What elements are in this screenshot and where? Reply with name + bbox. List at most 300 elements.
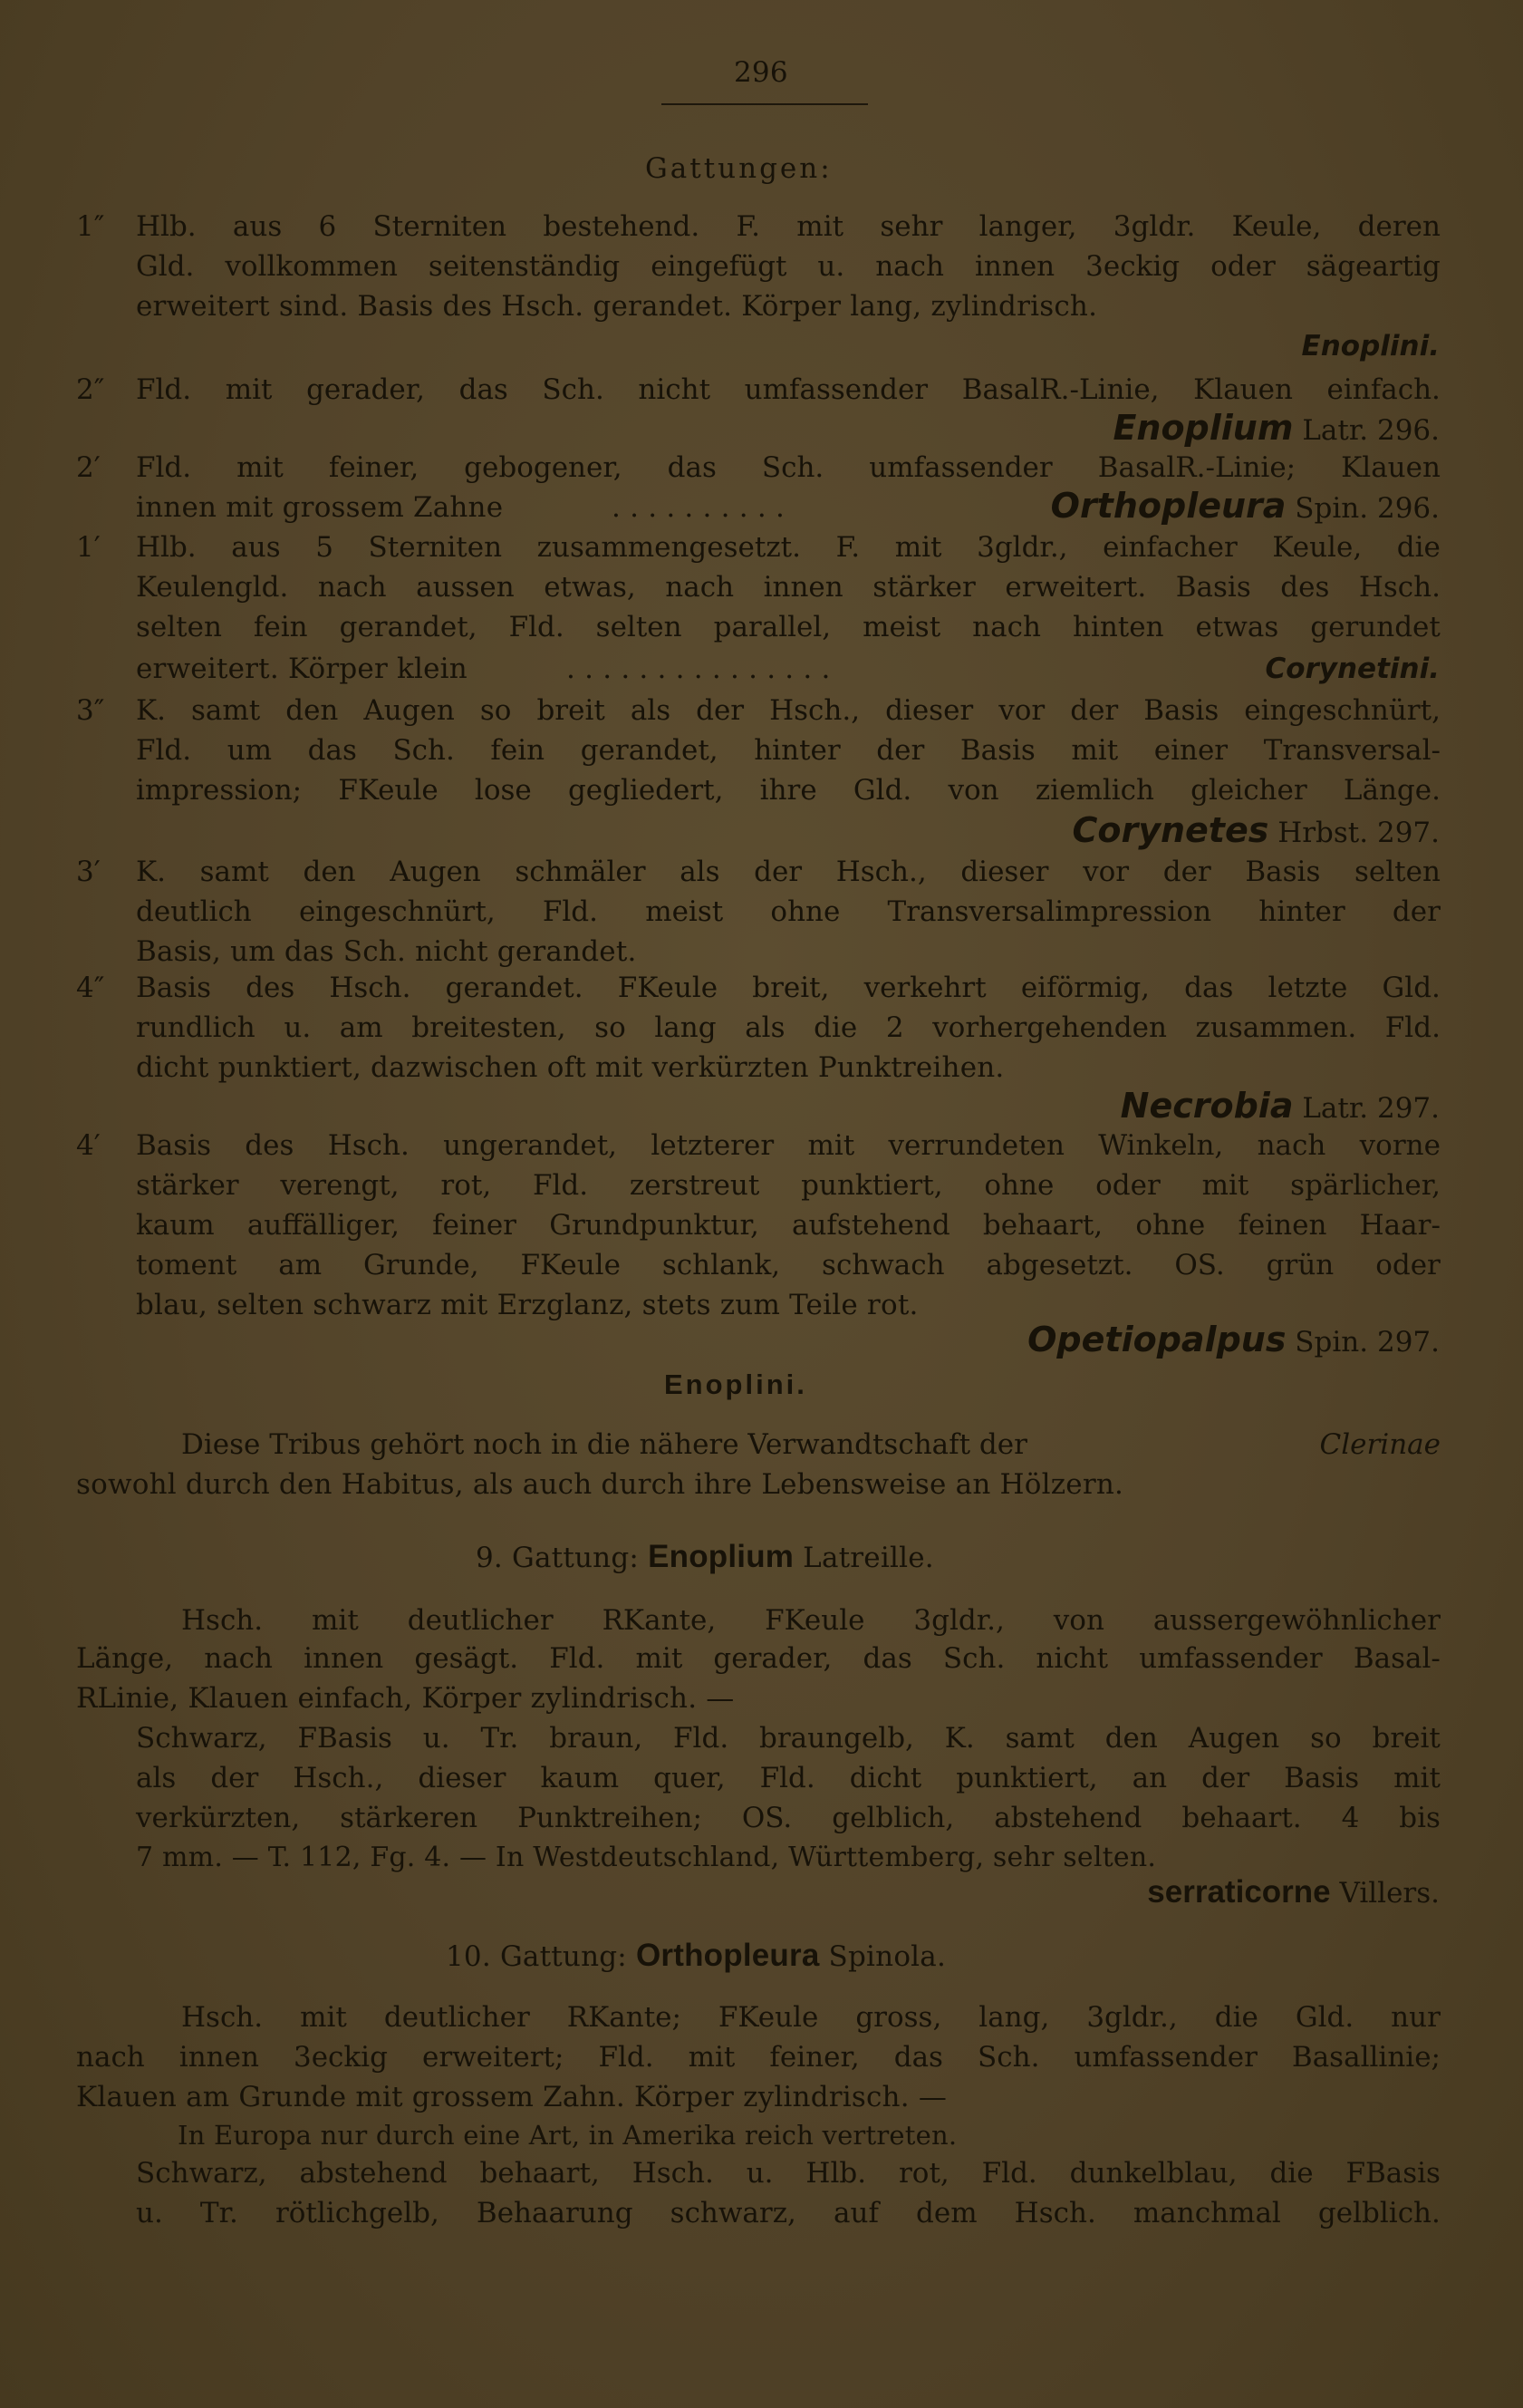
word: deutlicher bbox=[407, 1604, 554, 1637]
word: dieser bbox=[960, 856, 1049, 888]
word: gelblich, bbox=[832, 1802, 955, 1834]
key-number: 4′ bbox=[76, 1129, 101, 1162]
word: gelblich. bbox=[1317, 2197, 1441, 2229]
word: das bbox=[307, 734, 357, 767]
word: aufstehend bbox=[791, 1209, 950, 1242]
key-result-tribe: Corynetini. bbox=[1265, 653, 1440, 685]
key-result-genus bbox=[1027, 1320, 1440, 1362]
word: dieser bbox=[418, 1762, 506, 1794]
word: Fld. bbox=[549, 1642, 605, 1675]
word: Hsch. bbox=[1358, 571, 1441, 604]
word: gerader, bbox=[713, 1642, 833, 1675]
word: behaart. bbox=[1181, 1802, 1302, 1834]
word: selten bbox=[595, 611, 682, 643]
word: u. bbox=[817, 250, 845, 283]
word: 4 bbox=[1341, 1802, 1360, 1834]
word: oder bbox=[1210, 250, 1276, 283]
tribe-title: Enoplini. bbox=[664, 1368, 807, 1400]
word: gleicher bbox=[1190, 774, 1307, 807]
word: nach bbox=[1257, 1129, 1326, 1162]
key-line bbox=[136, 1247, 1441, 1283]
genus-author: Latr. 297. bbox=[1293, 1092, 1440, 1125]
word: Augen bbox=[390, 856, 481, 888]
genus-name: Orthopleura bbox=[1050, 486, 1287, 526]
word: aus bbox=[232, 210, 283, 243]
word: aussen bbox=[416, 571, 515, 604]
genus-name: Enoplium bbox=[1113, 408, 1294, 448]
species-desc-line bbox=[136, 1720, 1441, 1756]
word: umfassender bbox=[744, 373, 929, 406]
key-number: 1″ bbox=[76, 210, 105, 243]
word: innen bbox=[974, 250, 1055, 283]
word: Basis bbox=[136, 1129, 211, 1162]
word: erweitert; bbox=[421, 2041, 564, 2074]
word: Fld. bbox=[136, 451, 192, 484]
word: RKante, bbox=[602, 1604, 717, 1637]
word: breitesten, bbox=[411, 1011, 566, 1044]
word: 3gldr., bbox=[977, 531, 1068, 564]
word: 2 bbox=[885, 1011, 904, 1044]
key-result-genus bbox=[1051, 486, 1440, 528]
word: nicht bbox=[1036, 1642, 1109, 1675]
key-result-genus bbox=[1072, 810, 1440, 853]
word: das bbox=[1184, 972, 1234, 1004]
word: der bbox=[210, 1762, 259, 1794]
word: zusammengesetzt. bbox=[536, 531, 801, 564]
word: Grunde, bbox=[363, 1249, 479, 1281]
word: Fld. bbox=[673, 1722, 729, 1755]
key-number: 4″ bbox=[76, 972, 105, 1004]
word: dicht bbox=[849, 1762, 922, 1794]
word: sehr bbox=[880, 210, 943, 243]
word: u. bbox=[746, 2157, 774, 2190]
word: letzterer bbox=[651, 1129, 775, 1162]
word: abgesetzt. bbox=[986, 1249, 1133, 1281]
genus-desc-line bbox=[181, 1602, 1441, 1639]
word: von bbox=[1053, 1604, 1104, 1637]
word: nach bbox=[875, 250, 944, 283]
genus-author: Hrbst. 297. bbox=[1268, 817, 1440, 849]
word: den bbox=[285, 694, 339, 727]
key-number: 2′ bbox=[76, 451, 101, 484]
word: kaum bbox=[136, 1209, 215, 1242]
word: verengt, bbox=[280, 1169, 400, 1202]
word: umfassender bbox=[1074, 2041, 1258, 2074]
word: u. bbox=[284, 1011, 312, 1044]
word: K. bbox=[136, 694, 167, 727]
word: mit bbox=[312, 1604, 359, 1637]
word: der bbox=[1162, 856, 1211, 888]
word: F. bbox=[736, 210, 761, 243]
word: 6 bbox=[318, 210, 337, 243]
genus-heading-author: Spinola. bbox=[819, 1940, 947, 1973]
word: feiner, bbox=[769, 2041, 860, 2074]
word: samt bbox=[191, 694, 261, 727]
word: Sch. bbox=[978, 2041, 1040, 2074]
genus-heading bbox=[446, 1938, 946, 1975]
word: Gld. bbox=[1382, 972, 1441, 1004]
species-name: serraticorne bbox=[1147, 1874, 1331, 1910]
word: innen bbox=[763, 571, 843, 604]
word: fein bbox=[490, 734, 545, 767]
word: OS. bbox=[1174, 1249, 1225, 1281]
word: abstehend bbox=[994, 1802, 1142, 1834]
word: selten bbox=[1354, 856, 1441, 888]
genus-name: Corynetes bbox=[1072, 810, 1269, 850]
word: deutlich bbox=[136, 895, 252, 928]
word: Länge. bbox=[1343, 774, 1441, 807]
word: sägeartig bbox=[1306, 250, 1441, 283]
word: dieser bbox=[885, 694, 974, 727]
word: das bbox=[667, 451, 717, 484]
word: etwas, bbox=[544, 571, 636, 604]
word: braungelb, bbox=[759, 1722, 914, 1755]
key-number: 3″ bbox=[76, 694, 105, 727]
word: Keule, bbox=[1272, 531, 1363, 564]
key-result-genus bbox=[1121, 1086, 1440, 1128]
word: BasalR.-Linie; bbox=[1097, 451, 1296, 484]
word: Länge, bbox=[76, 1642, 174, 1675]
key-dots: . . . . . . . . . . bbox=[612, 491, 786, 524]
word: so bbox=[1310, 1722, 1342, 1755]
word: gross, bbox=[855, 2001, 942, 2034]
genus-desc-line bbox=[181, 1999, 1441, 2036]
word: umfassender bbox=[1139, 1642, 1323, 1675]
word: feiner, bbox=[328, 451, 419, 484]
key-line bbox=[136, 208, 1441, 245]
key-line bbox=[136, 450, 1441, 486]
word: oder bbox=[1095, 1169, 1161, 1202]
word: gegliedert, bbox=[567, 774, 724, 807]
word: toment bbox=[136, 1249, 237, 1281]
word: am bbox=[278, 1249, 323, 1281]
word: als bbox=[136, 1762, 177, 1794]
word: von bbox=[948, 774, 999, 807]
word: Hsch. bbox=[327, 1129, 410, 1162]
word: Tr. bbox=[480, 1722, 519, 1755]
word: impression; bbox=[136, 774, 303, 807]
key-line bbox=[136, 1010, 1441, 1046]
key-line: dicht punktiert, dazwischen oft mit verkürzten Punktreihen. bbox=[136, 1051, 1005, 1084]
word: vorhergehenden bbox=[932, 1011, 1167, 1044]
word: schmäler bbox=[515, 856, 646, 888]
word: Fld. bbox=[136, 373, 192, 406]
key-line: Basis, um das Sch. nicht gerandet. bbox=[136, 935, 637, 968]
word: des bbox=[246, 972, 295, 1004]
word: Hlb. bbox=[805, 2157, 867, 2190]
word: rot, bbox=[898, 2157, 949, 2190]
word: grün bbox=[1266, 1249, 1335, 1281]
word: Keule, bbox=[1231, 210, 1322, 243]
species-desc-line bbox=[136, 2195, 1441, 2231]
word: breit, bbox=[752, 972, 830, 1004]
word: gerandet. bbox=[445, 972, 583, 1004]
word: den bbox=[1104, 1722, 1158, 1755]
genus-desc-line bbox=[76, 2039, 1441, 2075]
word: breit bbox=[536, 694, 605, 727]
word: lose bbox=[474, 774, 532, 807]
word: so bbox=[594, 1011, 626, 1044]
word: gerandet, bbox=[580, 734, 718, 767]
word: verrundeten bbox=[888, 1129, 1065, 1162]
key-line bbox=[136, 854, 1441, 890]
key-line bbox=[136, 732, 1441, 769]
word: 3gldr., bbox=[913, 1604, 1005, 1637]
key-line: erweitert sind. Basis des Hsch. gerandet. Körper lang, zylindrisch. bbox=[136, 290, 1098, 323]
word: Sch. bbox=[392, 734, 455, 767]
key-line: blau, selten schwarz mit Erzglanz, stets zum Teile rot. bbox=[136, 1289, 919, 1321]
word: Basis bbox=[1245, 856, 1321, 888]
key-line bbox=[136, 609, 1441, 645]
key-number: 2″ bbox=[76, 373, 105, 406]
key-result-genus bbox=[1113, 408, 1440, 450]
genus-name: Necrobia bbox=[1120, 1086, 1294, 1126]
word: 5 bbox=[315, 531, 333, 564]
word: zerstreut bbox=[629, 1169, 760, 1202]
word: Winkeln, bbox=[1098, 1129, 1224, 1162]
word: mit bbox=[807, 1129, 855, 1162]
word: eingeschnürt, bbox=[1244, 694, 1441, 727]
word: mit bbox=[635, 1642, 683, 1675]
word: stärker bbox=[136, 1169, 239, 1202]
word: aus bbox=[231, 531, 281, 564]
genus-desc-line bbox=[76, 1640, 1441, 1677]
word: ohne bbox=[984, 1169, 1055, 1202]
genus-author: Latr. 296. bbox=[1293, 414, 1440, 447]
word: Behaarung bbox=[476, 2197, 633, 2229]
key-line bbox=[136, 692, 1441, 729]
word: der bbox=[754, 856, 803, 888]
word: deutlicher bbox=[383, 2001, 530, 2034]
word: ohne bbox=[1135, 1209, 1206, 1242]
species-name-line bbox=[1147, 1872, 1440, 1913]
word: u. bbox=[422, 1722, 450, 1755]
word: des bbox=[245, 1129, 294, 1162]
species-desc-line: 7 mm. — T. 112, Fg. 4. — In Westdeutschland, Württemberg, sehr selten. bbox=[136, 1842, 1157, 1873]
word: nach bbox=[972, 611, 1041, 643]
word: F. bbox=[835, 531, 861, 564]
word: rot, bbox=[440, 1169, 492, 1202]
word: samt bbox=[199, 856, 269, 888]
word: der bbox=[1392, 895, 1441, 928]
word: Fld. bbox=[598, 2041, 654, 2074]
word: Basallinie; bbox=[1291, 2041, 1441, 2074]
word: mit bbox=[1201, 1169, 1249, 1202]
word: gerader, bbox=[306, 373, 426, 406]
word: als bbox=[630, 694, 671, 727]
word: nach bbox=[317, 571, 387, 604]
genus-author: Spin. 297. bbox=[1286, 1326, 1440, 1359]
word: Fld. bbox=[542, 895, 598, 928]
word: seitenständig bbox=[428, 250, 621, 283]
word: Basis bbox=[1284, 1762, 1360, 1794]
word: Hlb. bbox=[136, 531, 197, 564]
word: Punktreihen; bbox=[517, 1802, 702, 1834]
word: vor bbox=[998, 694, 1046, 727]
word: quer, bbox=[653, 1762, 726, 1794]
word: mit bbox=[1393, 1762, 1441, 1794]
word: punktiert, bbox=[801, 1169, 943, 1202]
word: stärker bbox=[872, 571, 976, 604]
word: Gld. bbox=[1295, 2001, 1354, 2034]
word: eingefügt bbox=[651, 250, 787, 283]
word: Augen bbox=[1188, 1722, 1280, 1755]
word: Sch. bbox=[542, 373, 604, 406]
key-number: 3′ bbox=[76, 856, 101, 888]
word: verkehrt bbox=[863, 972, 987, 1004]
word: Fld. bbox=[508, 611, 564, 643]
word: am bbox=[339, 1011, 383, 1044]
word: Fld. bbox=[981, 2157, 1037, 2190]
word: BasalR.-Linie, bbox=[961, 373, 1160, 406]
word: so bbox=[479, 694, 512, 727]
word: der bbox=[1201, 1762, 1250, 1794]
word: auf bbox=[834, 2197, 879, 2229]
word: nicht bbox=[638, 373, 711, 406]
word: schwarz, bbox=[670, 2197, 796, 2229]
word: u. bbox=[136, 2197, 163, 2229]
word: oder bbox=[1375, 1249, 1441, 1281]
word: langer, bbox=[978, 210, 1077, 243]
word: abstehend bbox=[299, 2157, 448, 2190]
word: an bbox=[1132, 1762, 1168, 1794]
word: Hsch. bbox=[1014, 2197, 1096, 2229]
word: Grundpunktur, bbox=[549, 1209, 759, 1242]
genus-heading-prefix: 9. Gattung: bbox=[476, 1542, 649, 1574]
word: deren bbox=[1357, 210, 1441, 243]
key-line bbox=[136, 1167, 1441, 1204]
word: Hlb. bbox=[136, 210, 197, 243]
word: vor bbox=[1083, 856, 1130, 888]
word: einfach. bbox=[1326, 373, 1441, 406]
word: einer bbox=[1153, 734, 1229, 767]
word: mit bbox=[894, 531, 942, 564]
word: ungerandet, bbox=[443, 1129, 618, 1162]
word: ziemlich bbox=[1035, 774, 1154, 807]
word: meist bbox=[863, 611, 941, 643]
word: aussergewöhnlicher bbox=[1152, 1604, 1441, 1637]
word: rötlichgelb, bbox=[275, 2197, 439, 2229]
word: um bbox=[227, 734, 273, 767]
word: Augen bbox=[363, 694, 455, 727]
genus-heading-author: Latreille. bbox=[794, 1542, 934, 1574]
word: der bbox=[1070, 694, 1119, 727]
genus-desc-line: Klauen am Grunde mit grossem Zahn. Körper zylindrisch. — bbox=[76, 2081, 948, 2113]
word: schwach bbox=[822, 1249, 945, 1281]
header-rule bbox=[661, 103, 868, 105]
word: das bbox=[458, 373, 508, 406]
word: mit bbox=[688, 2041, 736, 2074]
word: des bbox=[1280, 571, 1330, 604]
word: FKeule bbox=[338, 774, 439, 807]
word: behaart, bbox=[982, 1209, 1104, 1242]
word: Klauen bbox=[1341, 451, 1441, 484]
word: Fld. bbox=[136, 734, 192, 767]
species-author: Villers. bbox=[1330, 1877, 1440, 1910]
word: vollkommen bbox=[225, 250, 398, 283]
word: Hsch. bbox=[181, 1604, 264, 1637]
word: Basis bbox=[1175, 571, 1251, 604]
word: die bbox=[814, 1011, 858, 1044]
word: Basis bbox=[136, 972, 211, 1004]
tribe-text-line bbox=[181, 1426, 1441, 1463]
word: dunkelblau, bbox=[1069, 2157, 1238, 2190]
word: schlank, bbox=[661, 1249, 781, 1281]
word: samt bbox=[1005, 1722, 1075, 1755]
word: gesägt. bbox=[414, 1642, 519, 1675]
key-line bbox=[136, 1127, 1441, 1164]
word: als bbox=[745, 1011, 786, 1044]
word: FBasis bbox=[297, 1722, 392, 1755]
word: Sterniten bbox=[372, 210, 507, 243]
word: 3gldr. bbox=[1113, 210, 1196, 243]
word: Basis bbox=[1143, 694, 1219, 727]
word: Basis bbox=[959, 734, 1036, 767]
word: einfacher bbox=[1103, 531, 1238, 564]
word: 3gldr., bbox=[1086, 2001, 1178, 2034]
word: umfassender bbox=[869, 451, 1053, 484]
genus-author: Spin. 296. bbox=[1286, 492, 1440, 525]
word: FBasis bbox=[1345, 2157, 1441, 2190]
genus-heading bbox=[476, 1539, 934, 1576]
key-line bbox=[136, 248, 1441, 285]
word: etwas bbox=[1195, 611, 1279, 643]
word: Fld. bbox=[759, 1762, 815, 1794]
word: mit bbox=[225, 373, 273, 406]
word: letzte bbox=[1268, 972, 1348, 1004]
word: Klauen bbox=[1193, 373, 1293, 406]
genus-heading-name: Orthopleura bbox=[636, 1938, 820, 1973]
word: gebogener, bbox=[464, 451, 622, 484]
word: gerandet, bbox=[339, 611, 477, 643]
word: Hsch., bbox=[769, 694, 861, 727]
genus-desc-line: RLinie, Klauen einfach, Körper zylindrisch. — bbox=[76, 1682, 735, 1715]
key-dots: . . . . . . . . . . . . . . . bbox=[566, 653, 831, 685]
word: RKante; bbox=[566, 2001, 681, 2034]
word: parallel, bbox=[713, 611, 832, 643]
word: fein bbox=[253, 611, 308, 643]
word: breit bbox=[1372, 1722, 1441, 1755]
word: Fld. bbox=[1384, 1011, 1441, 1044]
word: lang bbox=[654, 1011, 717, 1044]
word: kaum bbox=[540, 1762, 620, 1794]
key-line: erweitert. Körper klein bbox=[136, 653, 468, 685]
word: nach bbox=[76, 2041, 145, 2074]
word: ihre bbox=[759, 774, 817, 807]
word: der bbox=[696, 694, 745, 727]
word: mit bbox=[1071, 734, 1119, 767]
word: dem bbox=[916, 2197, 978, 2229]
genus-heading-name: Enoplium bbox=[648, 1539, 795, 1574]
word: Sch. bbox=[761, 451, 824, 484]
word: Keulengld. bbox=[136, 571, 289, 604]
tribe-reference: Clerinae bbox=[1319, 1428, 1441, 1461]
word: lang, bbox=[978, 2001, 1050, 2034]
key-line: innen mit grossem Zahne bbox=[136, 491, 504, 524]
genus-name: Opetiopalpus bbox=[1027, 1320, 1287, 1359]
word: Fld. bbox=[532, 1169, 589, 1202]
word: nach bbox=[204, 1642, 273, 1675]
word: Sch. bbox=[942, 1642, 1006, 1675]
word: hinten bbox=[1072, 611, 1164, 643]
word: die bbox=[1269, 2157, 1314, 2190]
word: innen bbox=[178, 2041, 259, 2074]
word: mit bbox=[300, 2001, 347, 2034]
word: Basal- bbox=[1353, 1642, 1441, 1675]
word: der bbox=[876, 734, 925, 767]
word: manchmal bbox=[1133, 2197, 1281, 2229]
word: das bbox=[863, 1642, 912, 1675]
